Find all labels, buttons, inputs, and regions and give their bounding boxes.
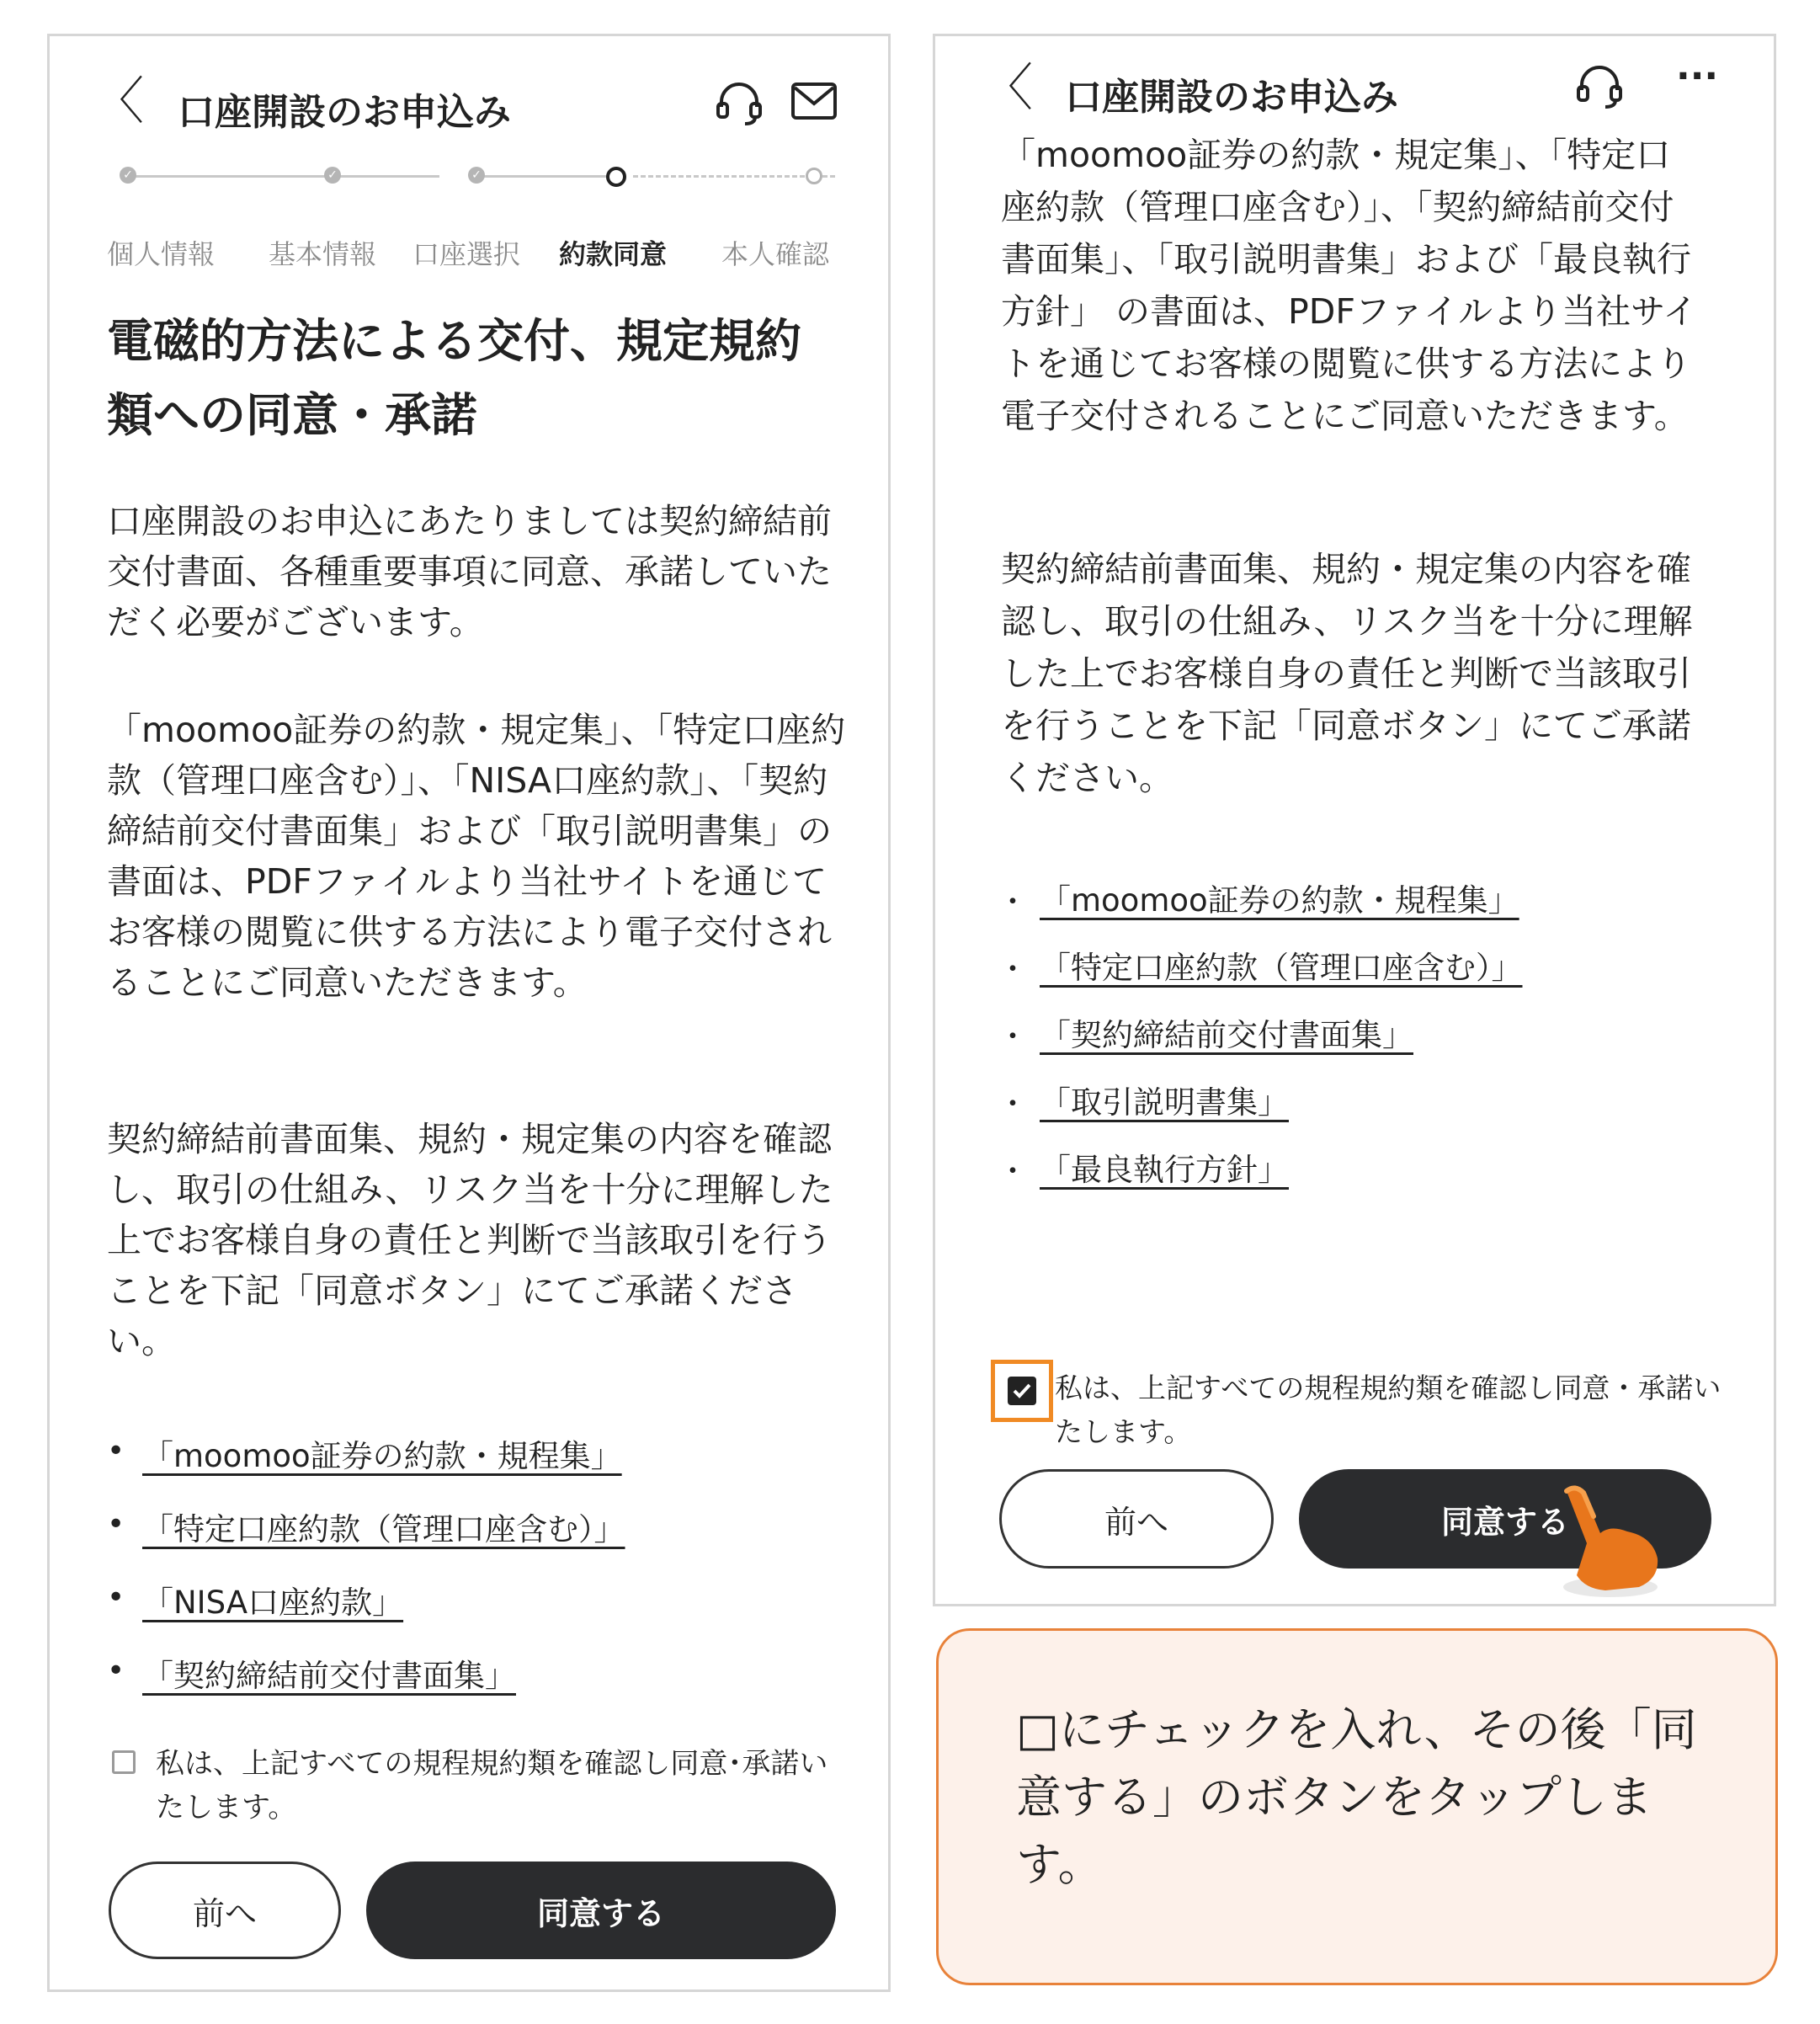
link-moomoo-terms[interactable]: 「moomoo証券の約款・規程集」 <box>1040 882 1519 919</box>
instruction-text: □にチェックを入れ、その後「同意する」のボタンをタップします。 <box>1016 1703 1697 1891</box>
agree-checkbox[interactable] <box>112 1750 136 1774</box>
agree-checkbox-checked[interactable] <box>1008 1377 1036 1405</box>
bullet: • <box>107 1654 125 1688</box>
bullet: • <box>107 1434 125 1468</box>
page-title: 口座開設のお申込み <box>1065 76 1398 119</box>
step-current-icon <box>606 167 626 187</box>
step-label: 個人情報 <box>107 238 216 270</box>
page-title: 口座開設のお申込み <box>178 91 511 134</box>
mail-icon[interactable] <box>790 80 838 122</box>
link-specific-account-terms[interactable]: 「特定口座約款（管理口座含む）」 <box>1040 950 1523 986</box>
bullet: ・ <box>998 1020 1029 1054</box>
agree-text: 私は、上記すべての規程規約類を確認し同意･承諾いたします。 <box>156 1747 828 1824</box>
step-label: 基本情報 <box>269 238 377 270</box>
back-button[interactable]: 〈 <box>93 72 144 131</box>
agree-button[interactable]: 同意する <box>366 1862 836 1959</box>
prev-button[interactable]: 前へ <box>109 1862 341 1959</box>
step-label-current: 約款同意 <box>559 238 668 270</box>
consent-paragraph: 「moomoo証券の約款・規定集」、「特定口座約款（管理口座含む）」、「NISA口座約款」、「契約締結前交付書面集」および「取引説明書集」の書面は、PDFファイルより当社サイトを通じてお客様の閲覧に供する方法により電子交付されることにご同意いただきます。 <box>107 710 846 1003</box>
link-best-execution-policy[interactable]: 「最良執行方針」 <box>1040 1152 1289 1188</box>
confirmation-paragraph: 契約締結前書面集、規約・規定集の内容を確認し、取引の仕組み、リスク当を十分に理解した上でお客様自身の責任と判断で当該取引を行うことを下記「同意ボタン」にてご承諾ください。 <box>107 1119 833 1361</box>
stepper-line-future <box>633 175 835 178</box>
link-pre-contract-documents[interactable]: 「契約締結前交付書面集」 <box>142 1658 516 1694</box>
bullet: • <box>107 1580 125 1615</box>
check-icon <box>1008 1377 1036 1405</box>
bullet: ・ <box>998 1154 1029 1189</box>
step-label: 口座選択 <box>412 238 521 270</box>
right-screen <box>933 34 1776 1606</box>
step-done-icon: ✓ <box>120 167 136 184</box>
agree-text: 私は、上記すべての規程規約類を確認し同意・承諾いたします。 <box>1055 1372 1722 1448</box>
step-done-icon: ✓ <box>324 167 341 184</box>
confirmation-paragraph: 契約締結前書面集、規約・規定集の内容を確認し、取引の仕組み、リスク当を十分に理解した上でお客様自身の責任と判断で当該取引を行うことを下記「同意ボタン」にてご承諾ください。 <box>1001 549 1693 798</box>
link-nisa-terms[interactable]: 「NISA口座約款」 <box>142 1585 404 1621</box>
intro-paragraph: 口座開設のお申込にあたりましては契約締結前交付書面、各種重要事項に同意、承諾していただく必要がございます。 <box>107 501 832 642</box>
headset-icon[interactable] <box>1575 61 1624 110</box>
back-button[interactable]: 〈 <box>982 59 1033 118</box>
link-moomoo-terms[interactable]: 「moomoo証券の約款・規程集」 <box>142 1438 622 1474</box>
stepper-line-done <box>471 175 622 178</box>
left-screen <box>47 34 891 1992</box>
consent-paragraph: 「moomoo証券の約款・規定集」、「特定口座約款（管理口座含む）」、「契約締結前交付書面集」、「取引説明書集」および「最良執行方針」 の書面は、PDFファイルより当社サイトを通じてお客様の閲覧に供する方法により電子交付されることにご同意いただきます。 <box>1001 135 1698 436</box>
link-pre-contract-documents[interactable]: 「契約締結前交付書面集」 <box>1040 1017 1413 1053</box>
prev-button[interactable]: 前へ <box>999 1469 1274 1569</box>
bullet: ・ <box>998 885 1029 919</box>
tap-hand-icon <box>1551 1484 1678 1602</box>
more-icon[interactable]: ··· <box>1676 55 1719 98</box>
link-transaction-explanations[interactable]: 「取引説明書集」 <box>1040 1084 1289 1121</box>
section-heading: 電磁的方法による交付、規定規約類への同意・承諾 <box>107 314 802 442</box>
headset-icon[interactable] <box>715 78 764 127</box>
bullet: ・ <box>998 952 1029 987</box>
stepper-line-done <box>128 175 439 178</box>
step-done-icon: ✓ <box>468 167 485 184</box>
bullet: • <box>107 1507 125 1542</box>
step-label: 本人確認 <box>721 238 830 270</box>
step-future-icon <box>806 168 822 184</box>
agree-button[interactable]: 同意する <box>1299 1469 1711 1569</box>
instruction-callout <box>936 1628 1778 1985</box>
bullet: ・ <box>998 1087 1029 1121</box>
link-specific-account-terms[interactable]: 「特定口座約款（管理口座含む）」 <box>142 1511 625 1547</box>
